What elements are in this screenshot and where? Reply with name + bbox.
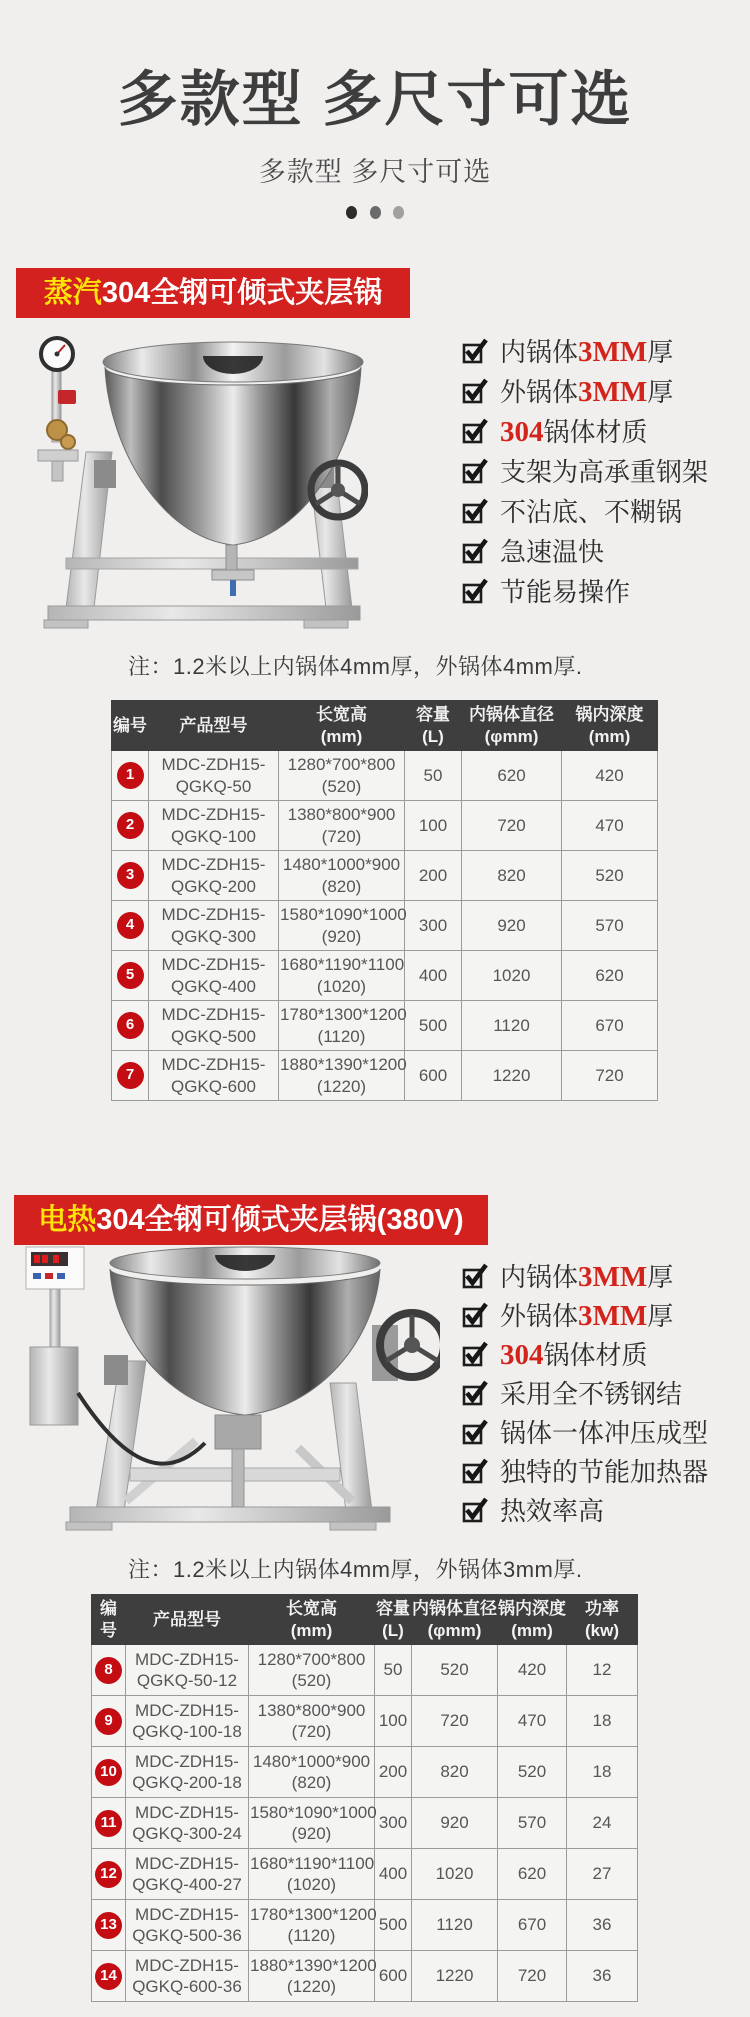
power-cell: 36 (567, 1900, 638, 1951)
carousel-dot (346, 206, 357, 219)
row-number-badge: 11 (95, 1810, 122, 1837)
feature-text-highlight: 3MM (578, 335, 648, 368)
feature-item (462, 410, 708, 450)
model-cell: MDC-ZDH15-QGKQ-200 (149, 851, 279, 901)
dimensions-line: 1380*800*900 (257, 1700, 366, 1720)
table-row (112, 851, 658, 901)
depth-cell: 470 (562, 801, 658, 851)
feature-text-part: 不沾底、不糊锅 (500, 496, 683, 527)
depth-cell: 720 (562, 1051, 658, 1101)
row-number-cell (112, 951, 149, 1001)
table-header-cell (412, 1595, 498, 1645)
row-number-badge: 5 (117, 962, 144, 989)
feature-item (462, 570, 708, 610)
table-row (112, 751, 658, 801)
feature-text-part: 厚 (647, 1301, 674, 1331)
dimensions-line: 1880*1390*1200 (250, 1955, 377, 1975)
dimensions-cell (249, 1951, 375, 2002)
dimensions-line: 1580*1090*1000 (250, 1802, 377, 1822)
diameter-cell: 1020 (412, 1849, 498, 1900)
spec-table-steam (111, 700, 658, 1101)
checkbox-icon (462, 537, 489, 564)
diameter-cell: 820 (412, 1747, 498, 1798)
depth-cell: 620 (498, 1849, 567, 1900)
feature-list-steam (462, 330, 708, 610)
diameter-cell: 920 (462, 901, 562, 951)
capacity-cell: 600 (375, 1951, 412, 2002)
header-line: (L) (422, 726, 444, 746)
header-line: 内锅体直径 (412, 1599, 497, 1619)
feature-text-part: 外锅体 (500, 1301, 579, 1331)
diameter-cell: 1120 (462, 1001, 562, 1051)
checkbox-icon (462, 1262, 489, 1289)
dimensions-cell (279, 801, 405, 851)
depth-cell: 520 (498, 1747, 567, 1798)
feature-text-part: 急速温快 (500, 536, 605, 567)
dimensions-cell (249, 1849, 375, 1900)
spec-table-electric (91, 1594, 638, 2002)
dimensions-cell (249, 1900, 375, 1951)
model-cell: MDC-ZDH15-QGKQ-500 (149, 1001, 279, 1051)
diameter-cell: 920 (412, 1798, 498, 1849)
table-header-cell (149, 701, 279, 751)
dimensions-line: (820) (291, 1773, 332, 1792)
dimensions-line: 1480*1000*900 (252, 1751, 371, 1771)
diameter-cell: 1120 (412, 1900, 498, 1951)
model-cell: MDC-ZDH15-QGKQ-100 (149, 801, 279, 851)
dimensions-line: 1580*1090*1000 (280, 905, 407, 925)
feature-text (500, 452, 708, 489)
dimensions-line: 1880*1390*1200 (280, 1055, 407, 1075)
depth-cell: 670 (498, 1900, 567, 1951)
feature-text-part: 锅体材质 (543, 1340, 648, 1370)
feature-text (500, 1413, 708, 1450)
capacity-cell: 400 (375, 1849, 412, 1900)
row-number-cell (92, 1747, 126, 1798)
dimensions-line: (1220) (316, 1076, 367, 1096)
depth-cell: 470 (498, 1696, 567, 1747)
feature-text-part: 热效率高 (500, 1496, 605, 1526)
diameter-cell: 720 (412, 1696, 498, 1747)
power-cell: 36 (567, 1951, 638, 2002)
row-number-cell (112, 751, 149, 801)
capacity-cell: 200 (405, 851, 462, 901)
feature-item (462, 1256, 708, 1295)
header-line: (mm) (511, 1620, 553, 1640)
dimensions-cell (279, 751, 405, 801)
dimensions-cell (279, 951, 405, 1001)
header-line: (mm) (290, 1620, 333, 1640)
dimensions-line: (720) (291, 1722, 332, 1741)
feature-text (500, 572, 630, 609)
banner-text: 304全钢可倾式夹层锅 (101, 277, 383, 309)
table-row (112, 1001, 658, 1051)
dimensions-line: (820) (321, 876, 362, 896)
dimensions-cell (279, 901, 405, 951)
dimensions-cell (279, 1051, 405, 1101)
header-line: (L) (382, 1620, 404, 1640)
feature-text (500, 1374, 682, 1411)
dimensions-cell (249, 1645, 375, 1696)
feature-text (500, 1491, 604, 1528)
row-number-badge: 2 (117, 812, 144, 839)
feature-item (462, 1334, 708, 1373)
dimensions-line: (1120) (317, 1026, 366, 1046)
power-cell: 18 (567, 1696, 638, 1747)
feature-item (462, 450, 708, 490)
checkbox-icon (462, 1418, 489, 1445)
banner-text: 304全钢可倾式夹层锅(380V) (96, 1204, 464, 1236)
feature-item (462, 530, 708, 570)
table-header-cell (462, 701, 562, 751)
dimensions-line: 1280*700*800 (257, 1649, 366, 1669)
model-cell: MDC-ZDH15-QGKQ-50 (149, 751, 279, 801)
row-number-cell (92, 1798, 126, 1849)
power-cell: 27 (567, 1849, 638, 1900)
checkbox-icon (462, 1340, 489, 1367)
capacity-cell: 50 (405, 751, 462, 801)
feature-text (500, 532, 604, 569)
dimensions-line: 1780*1300*1200 (250, 1904, 377, 1924)
row-number-badge: 8 (95, 1657, 122, 1684)
power-cell: 24 (567, 1798, 638, 1849)
capacity-cell: 500 (375, 1900, 412, 1951)
dimensions-line: (1220) (286, 1977, 337, 1996)
checkbox-icon (462, 337, 489, 364)
feature-text-highlight: 304 (500, 415, 544, 448)
diameter-cell: 1220 (462, 1051, 562, 1101)
table-row (112, 951, 658, 1001)
row-number-cell (112, 1051, 149, 1101)
depth-cell: 670 (562, 1001, 658, 1051)
row-number-cell (112, 901, 149, 951)
feature-text-part: 内锅体 (500, 336, 579, 367)
row-number-badge: 9 (95, 1708, 122, 1735)
table-row (112, 1051, 658, 1101)
row-number-cell (112, 801, 149, 851)
row-number-cell (92, 1849, 126, 1900)
checkbox-icon (462, 457, 489, 484)
table-header-cell (498, 1595, 567, 1645)
table-row (92, 1798, 638, 1849)
dimensions-line: 1280*700*800 (287, 755, 396, 775)
depth-cell: 420 (498, 1645, 567, 1696)
feature-text-part: 锅体材质 (543, 416, 648, 447)
header-line: 内锅体直径 (469, 705, 554, 725)
row-number-badge: 10 (95, 1759, 122, 1786)
model-cell: MDC-ZDH15-QGKQ-100-18 (126, 1696, 249, 1747)
model-cell: MDC-ZDH15-QGKQ-300 (149, 901, 279, 951)
feature-text-part: 独特的节能加热器 (500, 1457, 709, 1487)
row-number-cell (92, 1696, 126, 1747)
capacity-cell: 300 (405, 901, 462, 951)
section-banner-steam (16, 268, 410, 318)
header-line: 容量 (416, 705, 450, 725)
header-line: 功率 (585, 1599, 619, 1619)
diameter-cell: 720 (462, 801, 562, 851)
feature-item (462, 370, 708, 410)
model-cell: MDC-ZDH15-QGKQ-50-12 (126, 1645, 249, 1696)
header-line: 长宽高 (316, 705, 367, 725)
dimensions-cell (249, 1747, 375, 1798)
header-line: 锅内深度 (498, 1599, 566, 1619)
capacity-cell: 300 (375, 1798, 412, 1849)
row-number-cell (92, 1951, 126, 2002)
table-header-cell (567, 1595, 638, 1645)
feature-item (462, 490, 708, 530)
dimensions-line: 1380*800*900 (287, 805, 396, 825)
depth-cell: 570 (562, 901, 658, 951)
feature-text (500, 332, 673, 369)
table-header-row (112, 701, 658, 751)
table-row (92, 1645, 638, 1696)
table-row (92, 1747, 638, 1798)
row-number-cell (92, 1900, 126, 1951)
header-line: 编号 (113, 715, 147, 735)
capacity-cell: 200 (375, 1747, 412, 1798)
feature-text (500, 412, 648, 449)
feature-text-part: 厚 (647, 376, 674, 407)
feature-text-highlight: 3MM (578, 1300, 648, 1332)
header-line: 容量 (376, 1599, 410, 1619)
row-number-badge: 1 (117, 762, 144, 789)
header-line: 产品型号 (153, 1609, 221, 1629)
dimensions-cell (249, 1798, 375, 1849)
feature-text-part: 内锅体 (500, 1262, 579, 1292)
page-subtitle: 多款型 多尺寸可选 (258, 157, 492, 187)
capacity-cell: 600 (405, 1051, 462, 1101)
table-header-cell (405, 701, 462, 751)
model-cell: MDC-ZDH15-QGKQ-400 (149, 951, 279, 1001)
diameter-cell: 820 (462, 851, 562, 901)
checkbox-icon (462, 377, 489, 404)
dimensions-line: (520) (321, 776, 362, 796)
feature-item (462, 1412, 708, 1451)
depth-cell: 720 (498, 1951, 567, 2002)
feature-text-highlight: 304 (500, 1339, 544, 1371)
feature-item (462, 1295, 708, 1334)
header-line: (mm) (588, 726, 631, 746)
depth-cell: 420 (562, 751, 658, 801)
table-header-cell (279, 701, 405, 751)
table-header-cell (375, 1595, 412, 1645)
model-cell: MDC-ZDH15-QGKQ-600 (149, 1051, 279, 1101)
table-row (92, 1900, 638, 1951)
section-banner-electric (14, 1195, 488, 1245)
row-number-badge: 14 (95, 1963, 122, 1990)
model-cell: MDC-ZDH15-QGKQ-300-24 (126, 1798, 249, 1849)
depth-cell: 570 (498, 1798, 567, 1849)
diameter-cell: 1220 (412, 1951, 498, 2002)
banner-highlight: 电热 (38, 1204, 97, 1236)
feature-text (500, 1335, 648, 1372)
checkbox-icon (462, 577, 489, 604)
row-number-badge: 7 (117, 1062, 144, 1089)
power-cell: 18 (567, 1747, 638, 1798)
dimensions-line: (920) (321, 926, 362, 946)
table-row (92, 1951, 638, 2002)
dimensions-cell (279, 851, 405, 901)
feature-text-part: 厚 (647, 1262, 674, 1292)
checkbox-icon (462, 1496, 489, 1523)
dimensions-line: 1480*1000*900 (282, 855, 401, 875)
diameter-cell: 1020 (462, 951, 562, 1001)
feature-text (500, 492, 682, 529)
feature-text (500, 1296, 673, 1333)
checkbox-icon (462, 1457, 489, 1484)
feature-text-part: 厚 (647, 336, 674, 367)
carousel-dot (393, 206, 404, 219)
table-header-row (92, 1595, 638, 1645)
row-number-badge: 4 (117, 912, 144, 939)
dimensions-line: 1680*1190*1100 (250, 1853, 375, 1873)
row-number-badge: 12 (95, 1861, 122, 1888)
feature-text (500, 372, 673, 409)
dimensions-line: 1680*1190*1100 (280, 955, 405, 975)
feature-text-part: 节能易操作 (500, 576, 631, 607)
dimensions-line: (720) (321, 826, 362, 846)
note-text: 注：1.2米以上内锅体4mm厚，外锅体4mm厚. (128, 654, 583, 679)
depth-cell: 620 (562, 951, 658, 1001)
checkbox-icon (462, 1301, 489, 1328)
row-number-cell (92, 1645, 126, 1696)
capacity-cell: 100 (375, 1696, 412, 1747)
capacity-cell: 500 (405, 1001, 462, 1051)
table-row (92, 1696, 638, 1747)
header-line: (φmm) (427, 1620, 482, 1640)
feature-text (500, 1257, 673, 1294)
feature-item (462, 1451, 708, 1490)
dimensions-line: (1120) (287, 1926, 336, 1945)
banner-highlight: 蒸汽 (43, 277, 102, 309)
diameter-cell: 520 (412, 1645, 498, 1696)
row-number-badge: 3 (117, 862, 144, 889)
feature-text-highlight: 3MM (578, 375, 648, 408)
diameter-cell: 620 (462, 751, 562, 801)
dimensions-line: 1780*1300*1200 (280, 1005, 407, 1025)
feature-text-part: 外锅体 (500, 376, 579, 407)
header-line: 长宽高 (286, 1599, 337, 1619)
row-number-cell (112, 1001, 149, 1051)
carousel-dots (0, 206, 750, 222)
capacity-cell: 100 (405, 801, 462, 851)
feature-item (462, 1490, 708, 1529)
dimensions-line: (920) (291, 1824, 332, 1843)
table-row (112, 801, 658, 851)
feature-text (500, 1452, 708, 1489)
carousel-dot (370, 206, 381, 219)
table-header-cell (126, 1595, 249, 1645)
feature-item (462, 1373, 708, 1412)
checkbox-icon (462, 1379, 489, 1406)
product-image-steam-kettle (8, 312, 368, 644)
feature-item (462, 330, 708, 370)
table-header-cell (249, 1595, 375, 1645)
product-image-electric-kettle (0, 1243, 440, 1543)
feature-text-highlight: 3MM (578, 1261, 648, 1293)
header-line: (φmm) (484, 726, 539, 746)
feature-text-part: 支架为高承重钢架 (500, 456, 709, 487)
checkbox-icon (462, 497, 489, 524)
row-number-cell (112, 851, 149, 901)
feature-text-part: 锅体一体冲压成型 (500, 1418, 709, 1448)
note-text: 注：1.2米以上内锅体4mm厚，外锅体3mm厚. (128, 1557, 583, 1582)
model-cell: MDC-ZDH15-QGKQ-400-27 (126, 1849, 249, 1900)
page-title: 多款型 多尺寸可选 (117, 66, 633, 133)
capacity-cell: 400 (405, 951, 462, 1001)
header-line: (kw) (585, 1620, 619, 1640)
dimensions-line: (520) (291, 1671, 332, 1690)
header-line: 锅内深度 (575, 705, 644, 725)
feature-text-part: 采用全不锈钢结 (500, 1379, 683, 1409)
depth-cell: 520 (562, 851, 658, 901)
table-header-cell (92, 1595, 126, 1645)
model-cell: MDC-ZDH15-QGKQ-600-36 (126, 1951, 249, 2002)
model-cell: MDC-ZDH15-QGKQ-200-18 (126, 1747, 249, 1798)
model-cell: MDC-ZDH15-QGKQ-500-36 (126, 1900, 249, 1951)
header-line: 产品型号 (179, 715, 248, 735)
capacity-cell: 50 (375, 1645, 412, 1696)
table-row (92, 1849, 638, 1900)
header-line: (mm) (320, 726, 363, 746)
dimensions-line: (1020) (316, 976, 367, 996)
header-line: 编号 (100, 1599, 117, 1640)
dimensions-cell (279, 1001, 405, 1051)
table-row (112, 901, 658, 951)
row-number-badge: 6 (117, 1012, 144, 1039)
dimensions-line: (1020) (286, 1875, 337, 1894)
checkbox-icon (462, 417, 489, 444)
feature-list-electric (462, 1256, 708, 1529)
power-cell: 12 (567, 1645, 638, 1696)
dimensions-cell (249, 1696, 375, 1747)
table-header-cell (112, 701, 149, 751)
table-header-cell (562, 701, 658, 751)
row-number-badge: 13 (95, 1912, 122, 1939)
